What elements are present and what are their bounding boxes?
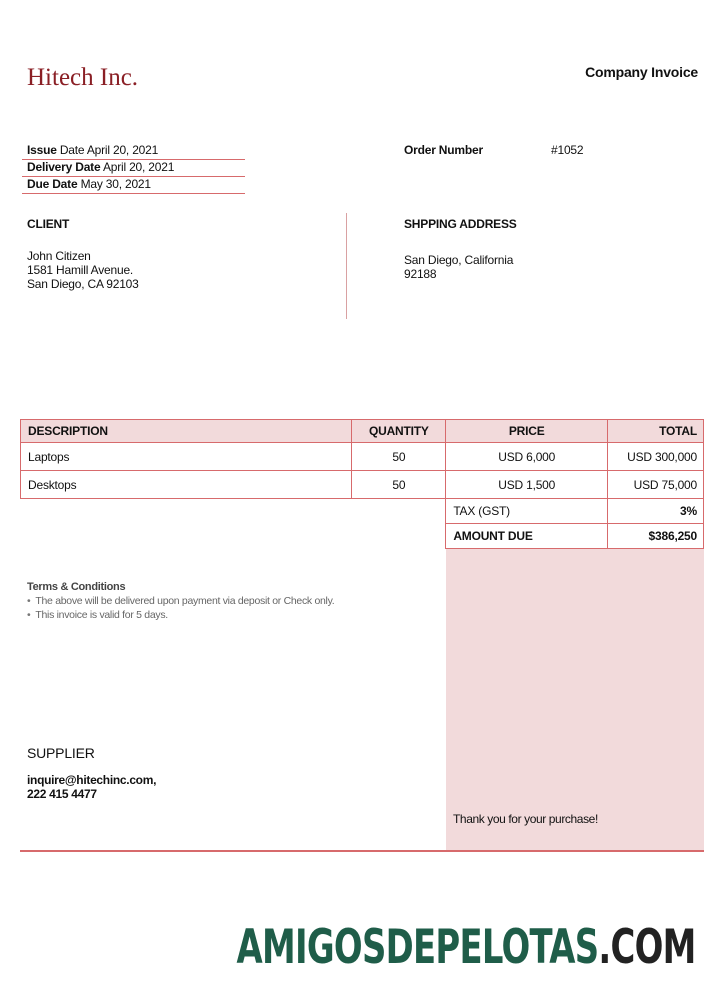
table-row [21,471,704,499]
items-table [20,419,704,549]
col-description: DESCRIPTION [21,420,352,443]
order-number-value: #1052 [551,143,584,157]
table-row [21,443,704,471]
delivery-date-row [22,160,245,177]
delivery-date-label: Delivery Date [27,160,101,174]
col-price: PRICE [446,420,608,443]
amount-due-row [21,524,704,549]
tax-row [21,499,704,524]
bottom-divider [20,850,704,852]
thanks-message: Thank you for your purchase! [453,812,598,826]
shipping-line-2: 92188 [404,267,437,281]
issue-date-value: Date April 20, 2021 [59,143,159,157]
row-quantity: 50 [352,471,446,499]
list-item: • This invoice is valid for 5 days. [27,608,334,622]
watermark-tld: .COM [598,920,696,975]
client-address [27,249,139,291]
watermark-main: AMIGOSDEPELOTAS [236,920,599,975]
col-total: TOTAL [608,420,704,443]
row-description: Laptops [21,443,352,471]
row-description: Desktops [21,471,352,499]
issue-date-label: Issue [27,143,57,157]
row-total: USD 300,000 [608,443,704,471]
col-quantity: QUANTITY [352,420,446,443]
watermark [237,920,696,975]
row-price: USD 1,500 [446,471,608,499]
client-heading: CLIENT [27,217,70,231]
list-item: • The above will be delivered upon payment via deposit or Check only. [27,594,334,608]
section-divider [346,213,347,319]
document-title: Company Invoice [585,64,698,80]
row-quantity: 50 [352,443,446,471]
due-date-row [22,177,245,194]
client-name: John Citizen [27,249,91,263]
shipping-line-1: San Diego, California [404,253,514,267]
shipping-address [404,253,513,281]
client-city: San Diego, CA 92103 [27,277,139,291]
shipping-heading: SHPPING ADDRESS [404,217,517,231]
due-date-value: May 30, 2021 [80,177,151,191]
amount-due-value: $386,250 [608,524,704,549]
row-price: USD 6,000 [446,443,608,471]
supplier-phone: 222 415 4477 [27,787,97,801]
supplier-heading: SUPPLIER [27,745,95,761]
terms-list [27,594,334,622]
company-name: Hitech Inc. [27,64,139,91]
due-date-label: Due Date [27,177,78,191]
terms-block [27,581,334,622]
row-total: USD 75,000 [608,471,704,499]
supplier-contact [27,773,156,801]
tax-value: 3% [608,499,704,524]
issue-date-row [22,143,245,160]
order-number-label: Order Number [404,143,483,157]
amount-due-label: AMOUNT DUE [446,524,608,549]
client-street: 1581 Hamill Avenue. [27,263,134,277]
supplier-email: inquire@hitechinc.com, [27,773,157,787]
summary-panel [446,549,704,850]
delivery-date-value: April 20, 2021 [102,160,175,174]
table-header-row [21,420,704,443]
terms-heading: Terms & Conditions [27,581,126,593]
dates-block [22,143,245,194]
tax-label: TAX (GST) [446,499,608,524]
